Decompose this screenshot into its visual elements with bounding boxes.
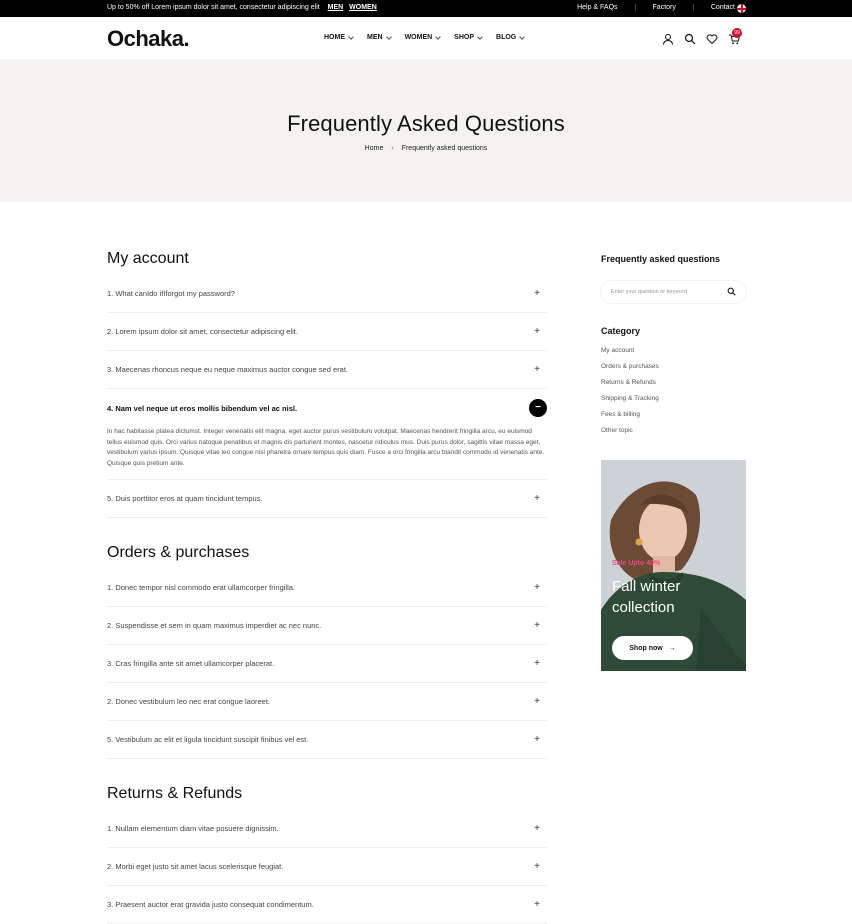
promo-title [612,576,680,618]
question-text: 2. Lorem ipsum dolor sit amet, consectetur adipiscing elit. [107,327,298,336]
sidebar-faq-title: Frequently asked questions [601,254,721,264]
question-text: 3. Cras fringilla ante sit amet ullamcorper placerat. [107,659,275,668]
chevron-down-icon [348,34,354,40]
nav-item-women[interactable] [405,34,441,41]
question-text: 1. What canIdo ifIforgot my password? [107,289,235,298]
plus-icon[interactable]: + [534,326,540,337]
faq-question[interactable] [107,810,547,848]
nav-label-men: MEN [367,34,383,41]
main-nav [324,34,538,41]
faq-question[interactable] [107,313,547,351]
search-icon[interactable] [727,287,736,298]
promo-banner[interactable] [601,460,746,671]
faq-question[interactable] [107,275,547,313]
section-title-my-account: My account [107,250,189,267]
plus-icon[interactable]: + [534,658,540,669]
faq-list [107,250,547,924]
faq-search-input[interactable] [601,281,746,303]
nav-label-blog: BLOG [496,34,517,41]
plus-icon[interactable]: + [534,734,540,745]
shop-now-label: Shop now [629,644,663,652]
promo-sale-text: Sale Upto 40% [612,560,661,567]
chevron-down-icon [386,34,392,40]
promo-message [107,4,377,11]
question-text: 2. Donec vestibulum leo nec erat congue laoreet. [107,697,271,706]
section-title-orders: Orders & purchases [107,544,250,561]
cart-count-badge: 99 [732,28,742,38]
link-factory[interactable]: Factory [635,4,693,11]
nav-label-shop: SHOP [454,34,475,41]
nav-label-women: WOMEN [404,34,433,41]
nav-item-men[interactable] [367,34,391,41]
faq-question[interactable] [107,569,547,607]
promo-title-line1: Fall winter [612,578,681,595]
category-title: Category [601,326,641,336]
plus-icon[interactable]: + [534,288,540,299]
arrow-right-icon: → [668,644,676,652]
chevron-right-icon: › [391,145,394,152]
category-link[interactable]: Orders & purchases [601,363,659,370]
faq-sidebar [601,254,746,443]
question-text: 1. Donec tempor nisl commodo erat ullamcorper fringilla. [107,583,295,592]
plus-icon[interactable]: + [534,696,540,707]
question-text: 1. Nullam elementum diam vitae posuere dignissim. [107,824,279,833]
user-icon[interactable] [662,32,674,44]
faq-question[interactable] [107,351,547,389]
link-contact[interactable]: Contact [693,4,752,11]
faq-question[interactable] [107,683,547,721]
faq-question[interactable] [107,480,547,518]
faq-question[interactable] [107,721,547,759]
promo-title-line2: collection [612,599,675,616]
minus-icon[interactable]: − [529,399,547,417]
uk-flag-icon[interactable] [737,4,746,13]
plus-icon[interactable]: + [534,823,540,834]
main-header [0,17,852,59]
question-text: 2. Morbi eget justo sit amet lacus scelerisque feugiat. [107,862,284,871]
page-hero [0,59,852,202]
nav-item-home[interactable] [324,34,353,41]
breadcrumb [0,145,852,152]
chevron-down-icon [435,34,441,40]
nav-label-home: HOME [324,34,345,41]
question-text: 5. Vestibulum ac elit et ligula tincidunt suscipit finibus vel est. [107,735,309,744]
top-links [560,4,752,11]
promo-link-women[interactable]: WOMEN [349,4,377,11]
category-list [601,347,746,443]
nav-item-shop[interactable] [454,34,482,41]
page-title: Frequently Asked Questions [287,111,565,136]
plus-icon[interactable]: + [534,493,540,504]
breadcrumb-home[interactable]: Home [364,145,384,152]
question-text: 2. Suspendisse et sem in quam maximus imperdiet ac nec nunc. [107,621,322,630]
shop-now-button[interactable] [612,636,693,660]
category-link[interactable]: Shipping & Tracking [601,395,659,402]
plus-icon[interactable]: + [534,620,540,631]
category-link[interactable]: Fees & billing [601,411,641,418]
plus-icon[interactable]: + [534,364,540,375]
site-logo[interactable]: Ochaka. [107,26,190,51]
faq-answer: In hac habitasse platea dictumst. Integer venenatis elit magna, eget auctor purus vestibulum volutpat. Maecenas hendrerit fringilla arcu, eu euismod tellus euismod quis. Orci varius natoque penatibus et magnis dis parturient montes, nascetur ridiculus mus. Duis purus dolor, sagittis vitae massa eget, vestibulum varius ipsum. Quisque vitae leo congue nisl pharetra ornare tempus quis diam. Fusce a orci fringilla arcu blandit commodo id venenatis ante. Quisque quis pretium ante. [107,427,547,480]
chevron-down-icon [519,34,525,40]
link-help-faqs[interactable]: Help & FAQs [577,4,618,11]
search-placeholder: Enter your question or keyword [611,289,688,295]
chevron-down-icon [477,34,483,40]
breadcrumb-current: Frequently asked questions [401,145,488,152]
faq-question[interactable] [107,645,547,683]
nav-item-blog[interactable] [496,34,524,41]
promo-text: Up to 50% off Lorem ipsum dolor sit amet, consectetur adipiscing elit [107,4,320,11]
search-icon[interactable] [684,32,696,44]
question-text: 3. Praesent auctor erat gravida justo consequat condimentum. [107,900,314,909]
question-text: 4. Nam vel neque ut eros mollis bibendum vel ac nisl. [107,403,298,413]
heart-icon[interactable] [706,32,718,44]
category-link[interactable]: My account [601,347,635,354]
question-text: 5. Duis porttitor eros at quam tincidunt tempus. [107,494,263,503]
faq-question[interactable] [107,848,547,886]
plus-icon[interactable]: + [534,861,540,872]
section-title-returns: Returns & Refunds [107,785,243,802]
plus-icon[interactable]: + [534,899,540,910]
faq-question[interactable] [107,607,547,645]
promo-link-men[interactable]: MEN [327,4,344,11]
faq-question-open[interactable] [107,389,547,427]
faq-question[interactable] [107,886,547,924]
plus-icon[interactable]: + [534,582,540,593]
category-link[interactable]: Returns & Refunds [601,379,656,386]
question-text: 3. Maecenas rhoncus neque eu neque maximus auctor congue sed erat. [107,365,348,374]
top-announcement-bar [0,0,852,17]
category-link[interactable]: Other topic [601,427,633,434]
